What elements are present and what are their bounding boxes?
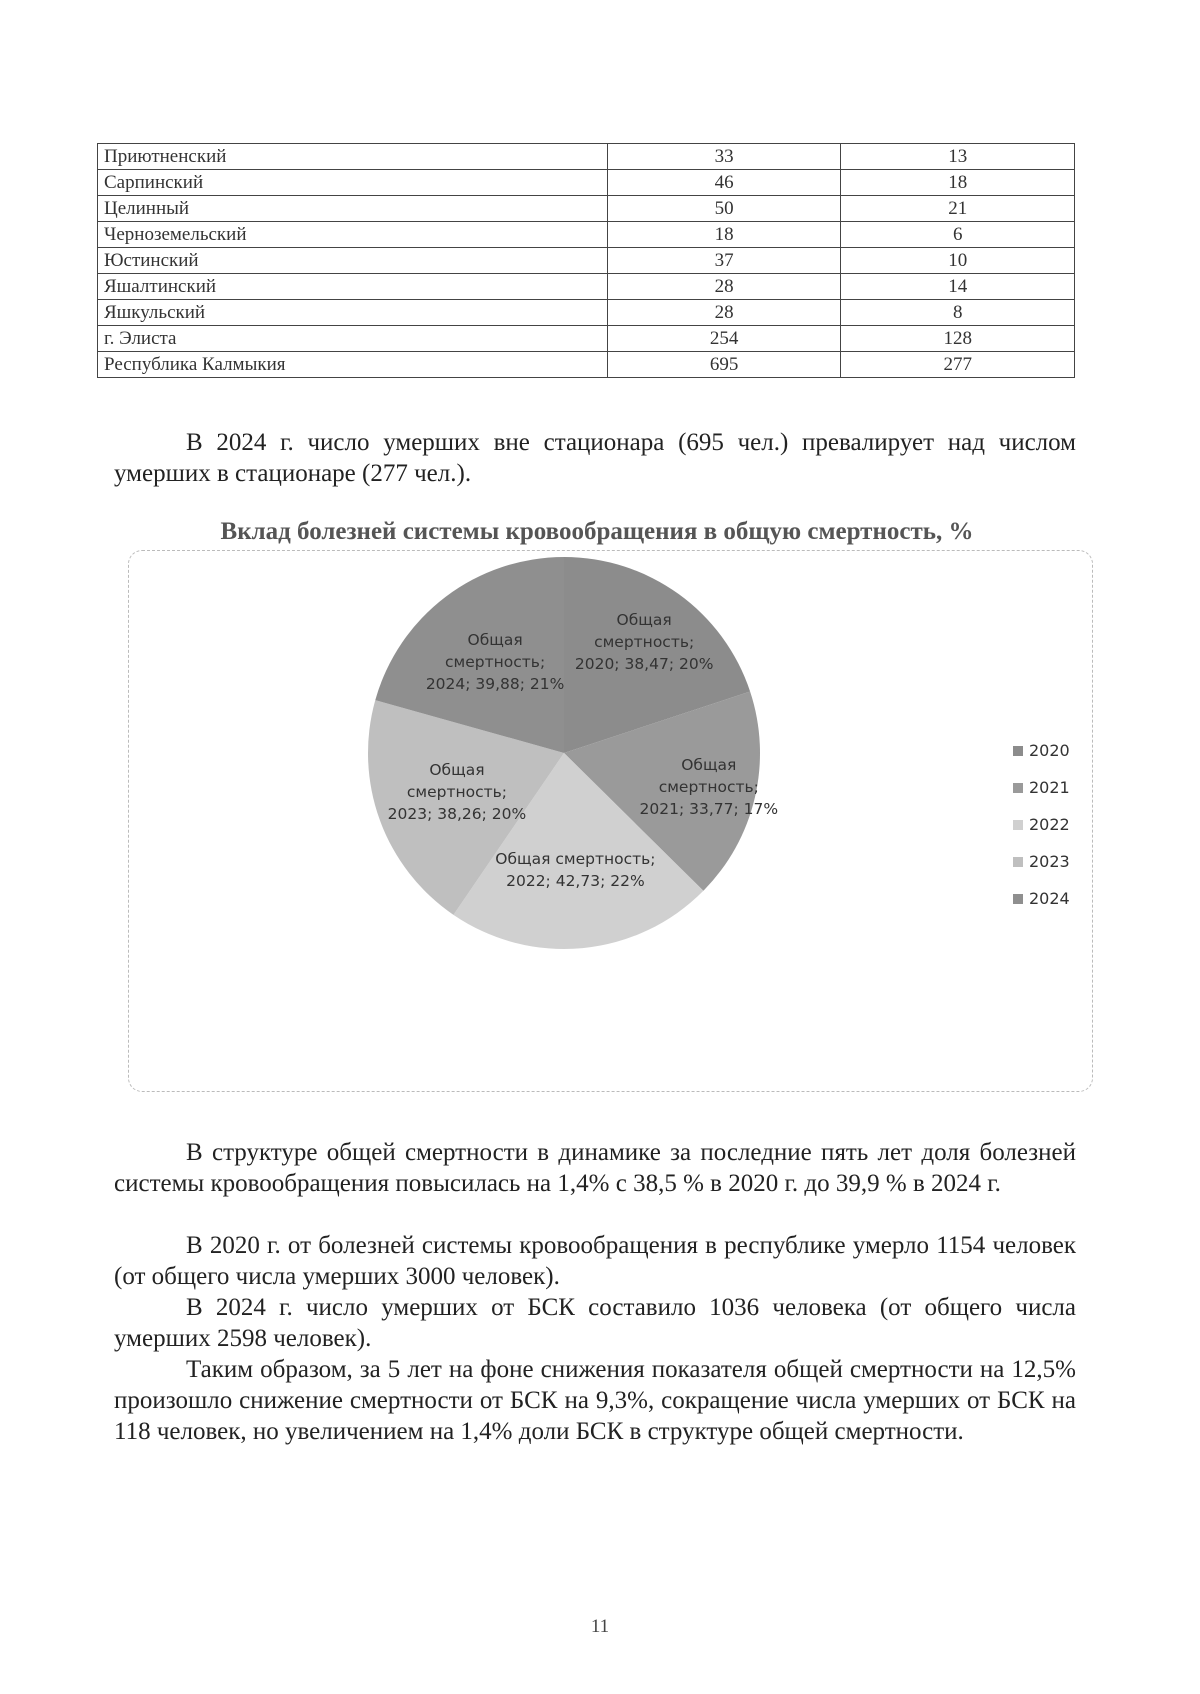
- pie-label-line: Общая: [681, 756, 737, 774]
- legend-item-2022: [1013, 806, 1070, 843]
- out-of-hospital-deaths-cell: 28: [607, 274, 841, 300]
- legend-swatch-icon: [1013, 820, 1023, 830]
- out-of-hospital-deaths-cell: 695: [607, 352, 841, 378]
- pie-label-line: 2024; 39,88; 21%: [425, 675, 565, 694]
- pie-label-line: 2022; 42,73; 22%: [506, 872, 645, 891]
- out-of-hospital-deaths-cell: 50: [607, 196, 841, 222]
- paragraph-conclusion: [114, 1354, 1076, 1447]
- paragraph-2-text: В структуре общей смертности в динамике за последние пять лет доля болезней системы кровообращения повысилась на 1,4% с 38,5 % в 2020 г. до 39,9 % в 2024 г.: [114, 1139, 1076, 1197]
- pie-label-line: Общая: [467, 631, 523, 650]
- paragraph-4-text: В 2024 г. число умерших от БСК составило 1036 человека (от общего числа умерших 2598 человек).: [114, 1294, 1076, 1352]
- in-hospital-deaths-cell: 277: [841, 352, 1075, 378]
- out-of-hospital-deaths-cell: 18: [607, 222, 841, 248]
- in-hospital-deaths-cell: 14: [841, 274, 1075, 300]
- pie-label-line: Общая: [429, 760, 485, 779]
- pie-label-line: Общая смертность;: [495, 850, 656, 869]
- legend-item-2021: [1013, 769, 1070, 806]
- pie-label-line: смертность;: [658, 778, 759, 796]
- legend-item-2023: [1013, 843, 1070, 880]
- pie-label-2022: [495, 848, 655, 892]
- district-name-cell: Сарпинский: [98, 170, 608, 196]
- legend-label: 2020: [1029, 741, 1070, 760]
- paragraph-2020: [114, 1230, 1076, 1292]
- in-hospital-deaths-cell: 6: [841, 222, 1075, 248]
- legend-item-2020: [1013, 732, 1070, 769]
- district-name-cell: Яшкульский: [98, 300, 608, 326]
- pie-label-2024: [426, 629, 565, 695]
- legend-item-2024: [1013, 880, 1070, 917]
- in-hospital-deaths-cell: 13: [841, 144, 1075, 170]
- chart-legend: [1013, 732, 1070, 917]
- out-of-hospital-deaths-cell: 254: [607, 326, 841, 352]
- paragraph-2024: [114, 1292, 1076, 1354]
- district-name-cell: Республика Калмыкия: [98, 352, 608, 378]
- in-hospital-deaths-cell: 18: [841, 170, 1075, 196]
- in-hospital-deaths-cell: 128: [841, 326, 1075, 352]
- district-name-cell: Приютненский: [98, 144, 608, 170]
- district-name-cell: Яшалтинский: [98, 274, 608, 300]
- paragraph-structure: [114, 1137, 1076, 1199]
- legend-label: 2024: [1029, 889, 1070, 908]
- paragraph-3-text: В 2020 г. от болезней системы кровообращения в республике умерло 1154 человек (от общего числа умерших 3000 человек).: [114, 1232, 1076, 1290]
- pie-label-line: Общая: [616, 610, 672, 629]
- chart-title: Вклад болезней системы кровообращения в общую смертность, %: [220, 518, 974, 545]
- legend-swatch-icon: [1013, 857, 1023, 867]
- in-hospital-deaths-cell: 8: [841, 300, 1075, 326]
- legend-swatch-icon: [1013, 783, 1023, 793]
- pie-label-2021: [640, 754, 779, 820]
- in-hospital-deaths-cell: 10: [841, 248, 1075, 274]
- legend-label: 2023: [1029, 852, 1070, 871]
- pie-label-2023: [388, 759, 527, 825]
- legend-label: 2021: [1029, 778, 1070, 797]
- out-of-hospital-deaths-cell: 33: [607, 144, 841, 170]
- out-of-hospital-deaths-cell: 46: [607, 170, 841, 196]
- district-name-cell: Черноземельский: [98, 222, 608, 248]
- pie-label-line: смертность;: [594, 632, 695, 651]
- pie-label-line: смертность;: [406, 782, 508, 801]
- paragraph-1-text: В 2024 г. число умерших вне стационара (695 чел.) превалирует над числом умерших в стационаре (277 чел.).: [114, 429, 1076, 487]
- pie-label-line: смертность;: [445, 653, 546, 672]
- legend-label: 2022: [1029, 815, 1070, 834]
- in-hospital-deaths-cell: 21: [841, 196, 1075, 222]
- legend-swatch-icon: [1013, 746, 1023, 756]
- pie-label-2020: [575, 609, 714, 675]
- district-name-cell: Юстинский: [98, 248, 608, 274]
- page-number: 11: [590, 1616, 610, 1637]
- district-name-cell: Целинный: [98, 196, 608, 222]
- paragraph-5-text: Таким образом, за 5 лет на фоне снижения показателя общей смертности на 12,5% произошло снижение смертности от БСК на 9,3%, сокращение числа умерших от БСК на 118 человек, но увеличением на 1,4% доли БСК в структуре общей смертности.: [114, 1356, 1076, 1445]
- out-of-hospital-deaths-cell: 37: [607, 248, 841, 274]
- pie-label-line: 2023; 38,26; 20%: [387, 804, 527, 823]
- pie-label-line: 2020; 38,47; 20%: [574, 654, 714, 673]
- legend-swatch-icon: [1013, 894, 1023, 904]
- district-name-cell: г. Элиста: [98, 326, 608, 352]
- out-of-hospital-deaths-cell: 28: [607, 300, 841, 326]
- pie-label-line: 2021; 33,77; 17%: [639, 800, 779, 818]
